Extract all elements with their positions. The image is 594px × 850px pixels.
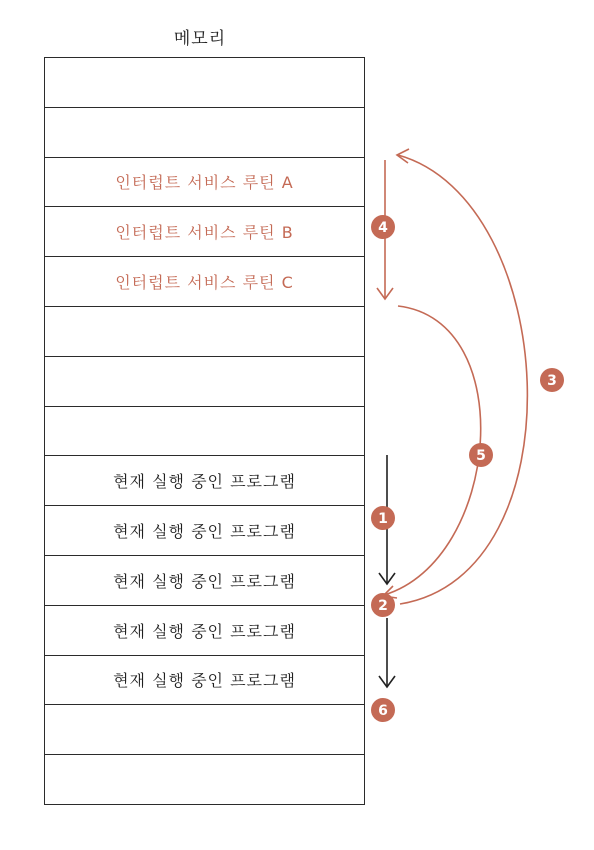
step-badge-1 <box>371 506 395 530</box>
step-badge-2-label: 2 <box>378 598 388 614</box>
step-badge-6-label: 6 <box>378 703 388 719</box>
memory-title: 메모리 <box>173 29 227 49</box>
memory-row-program: 현재 실행 중인 프로그램 <box>45 456 364 506</box>
step-badge-1-label: 1 <box>378 511 388 527</box>
step-badge-5-label: 5 <box>476 448 486 464</box>
step-badge-2 <box>371 593 395 617</box>
step-badge-3 <box>540 368 564 392</box>
step-badge-6 <box>371 698 395 722</box>
jump-to-isr-curve-3 <box>398 155 527 604</box>
step-badge-4-label: 4 <box>378 220 388 236</box>
memory-row-isr: 인터럽트 서비스 루틴 B <box>45 207 364 257</box>
memory-row-program: 현재 실행 중인 프로그램 <box>45 506 364 556</box>
step-badge-5 <box>469 443 493 467</box>
memory-row-program: 현재 실행 중인 프로그램 <box>45 656 364 706</box>
memory-row-program: 현재 실행 중인 프로그램 <box>45 556 364 606</box>
return-curve-5 <box>384 306 481 595</box>
memory-row-isr: 인터럽트 서비스 루틴 A <box>45 158 364 208</box>
step-badge-3-label: 3 <box>547 373 557 389</box>
memory-row-isr: 인터럽트 서비스 루틴 C <box>45 257 364 307</box>
memory-row-program: 현재 실행 중인 프로그램 <box>45 606 364 656</box>
step-badge-4 <box>371 215 395 239</box>
